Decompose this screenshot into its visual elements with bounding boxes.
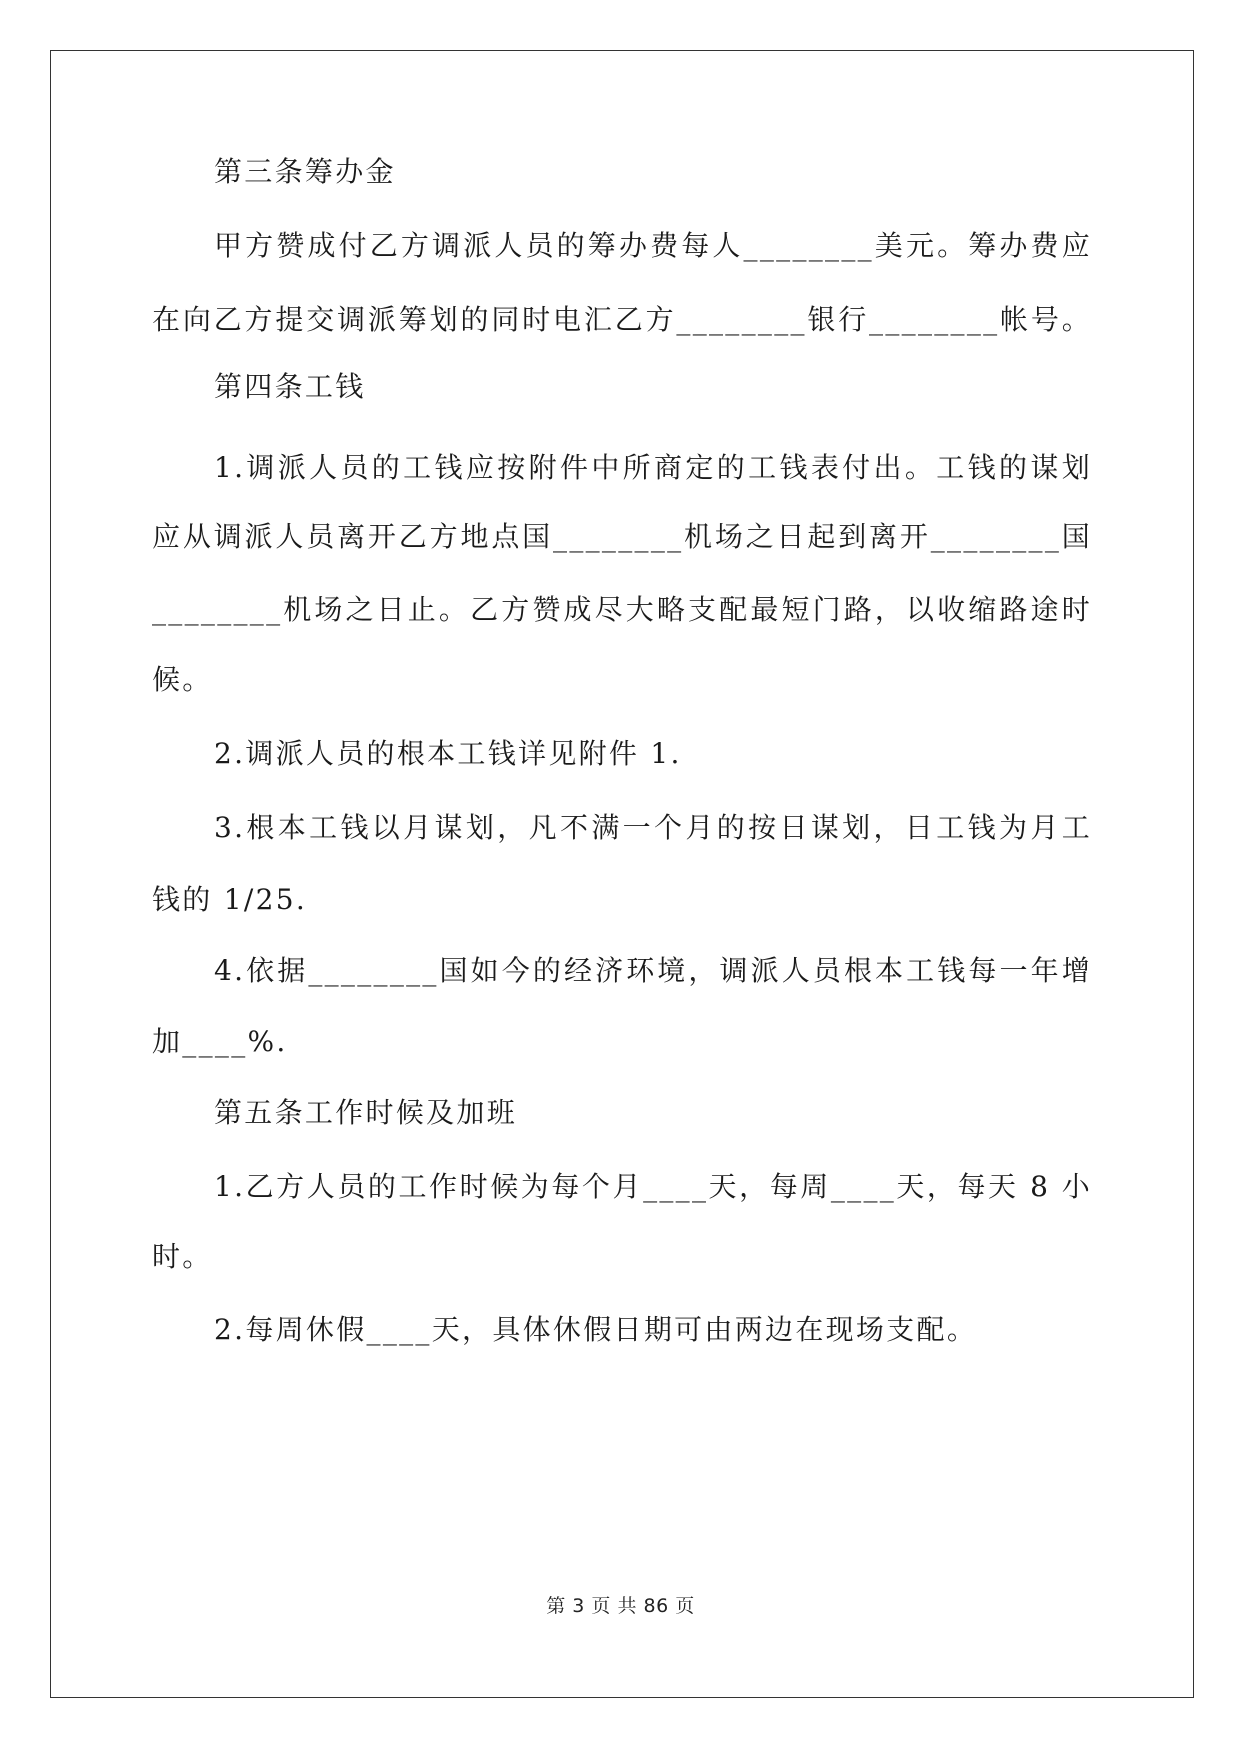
section-heading-3: 第三条筹办金 [214, 155, 396, 188]
paragraph-line: 1.乙方人员的工作时候为每个月____天，每周____天，每天 8 小 [214, 1170, 1092, 1203]
paragraph-line: 在向乙方提交调派筹划的同时电汇乙方________银行________帐号。 [152, 303, 1092, 336]
paragraph-line: 应从调派人员离开乙方地点国________机场之日起到离开________国 [152, 520, 1092, 553]
page-number: 第 3 页 共 86 页 [546, 1595, 695, 1617]
section-heading-4: 第四条工钱 [214, 370, 366, 403]
paragraph-line: 候。 [152, 663, 213, 696]
paragraph-line: 1.调派人员的工钱应按附件中所商定的工钱表付出。工钱的谋划 [214, 451, 1092, 484]
paragraph-line: 加____%. [152, 1025, 288, 1058]
paragraph-line: 2.调派人员的根本工钱详见附件 1. [214, 737, 682, 770]
page-border [50, 50, 1194, 1698]
paragraph-line: ________机场之日止。乙方赞成尽大略支配最短门路，以收缩路途时 [152, 593, 1092, 626]
paragraph-line: 时。 [152, 1240, 213, 1273]
section-heading-5: 第五条工作时候及加班 [214, 1096, 518, 1129]
paragraph-line: 4.依据________国如今的经济环境，调派人员根本工钱每一年增 [214, 954, 1092, 987]
paragraph-line: 3.根本工钱以月谋划，凡不满一个月的按日谋划，日工钱为月工 [214, 811, 1092, 844]
paragraph-line: 甲方赞成付乙方调派人员的筹办费每人________美元。筹办费应 [214, 229, 1092, 262]
paragraph-line: 2.每周休假____天，具体休假日期可由两边在现场支配。 [214, 1313, 978, 1346]
paragraph-line: 钱的 1/25. [152, 883, 308, 916]
